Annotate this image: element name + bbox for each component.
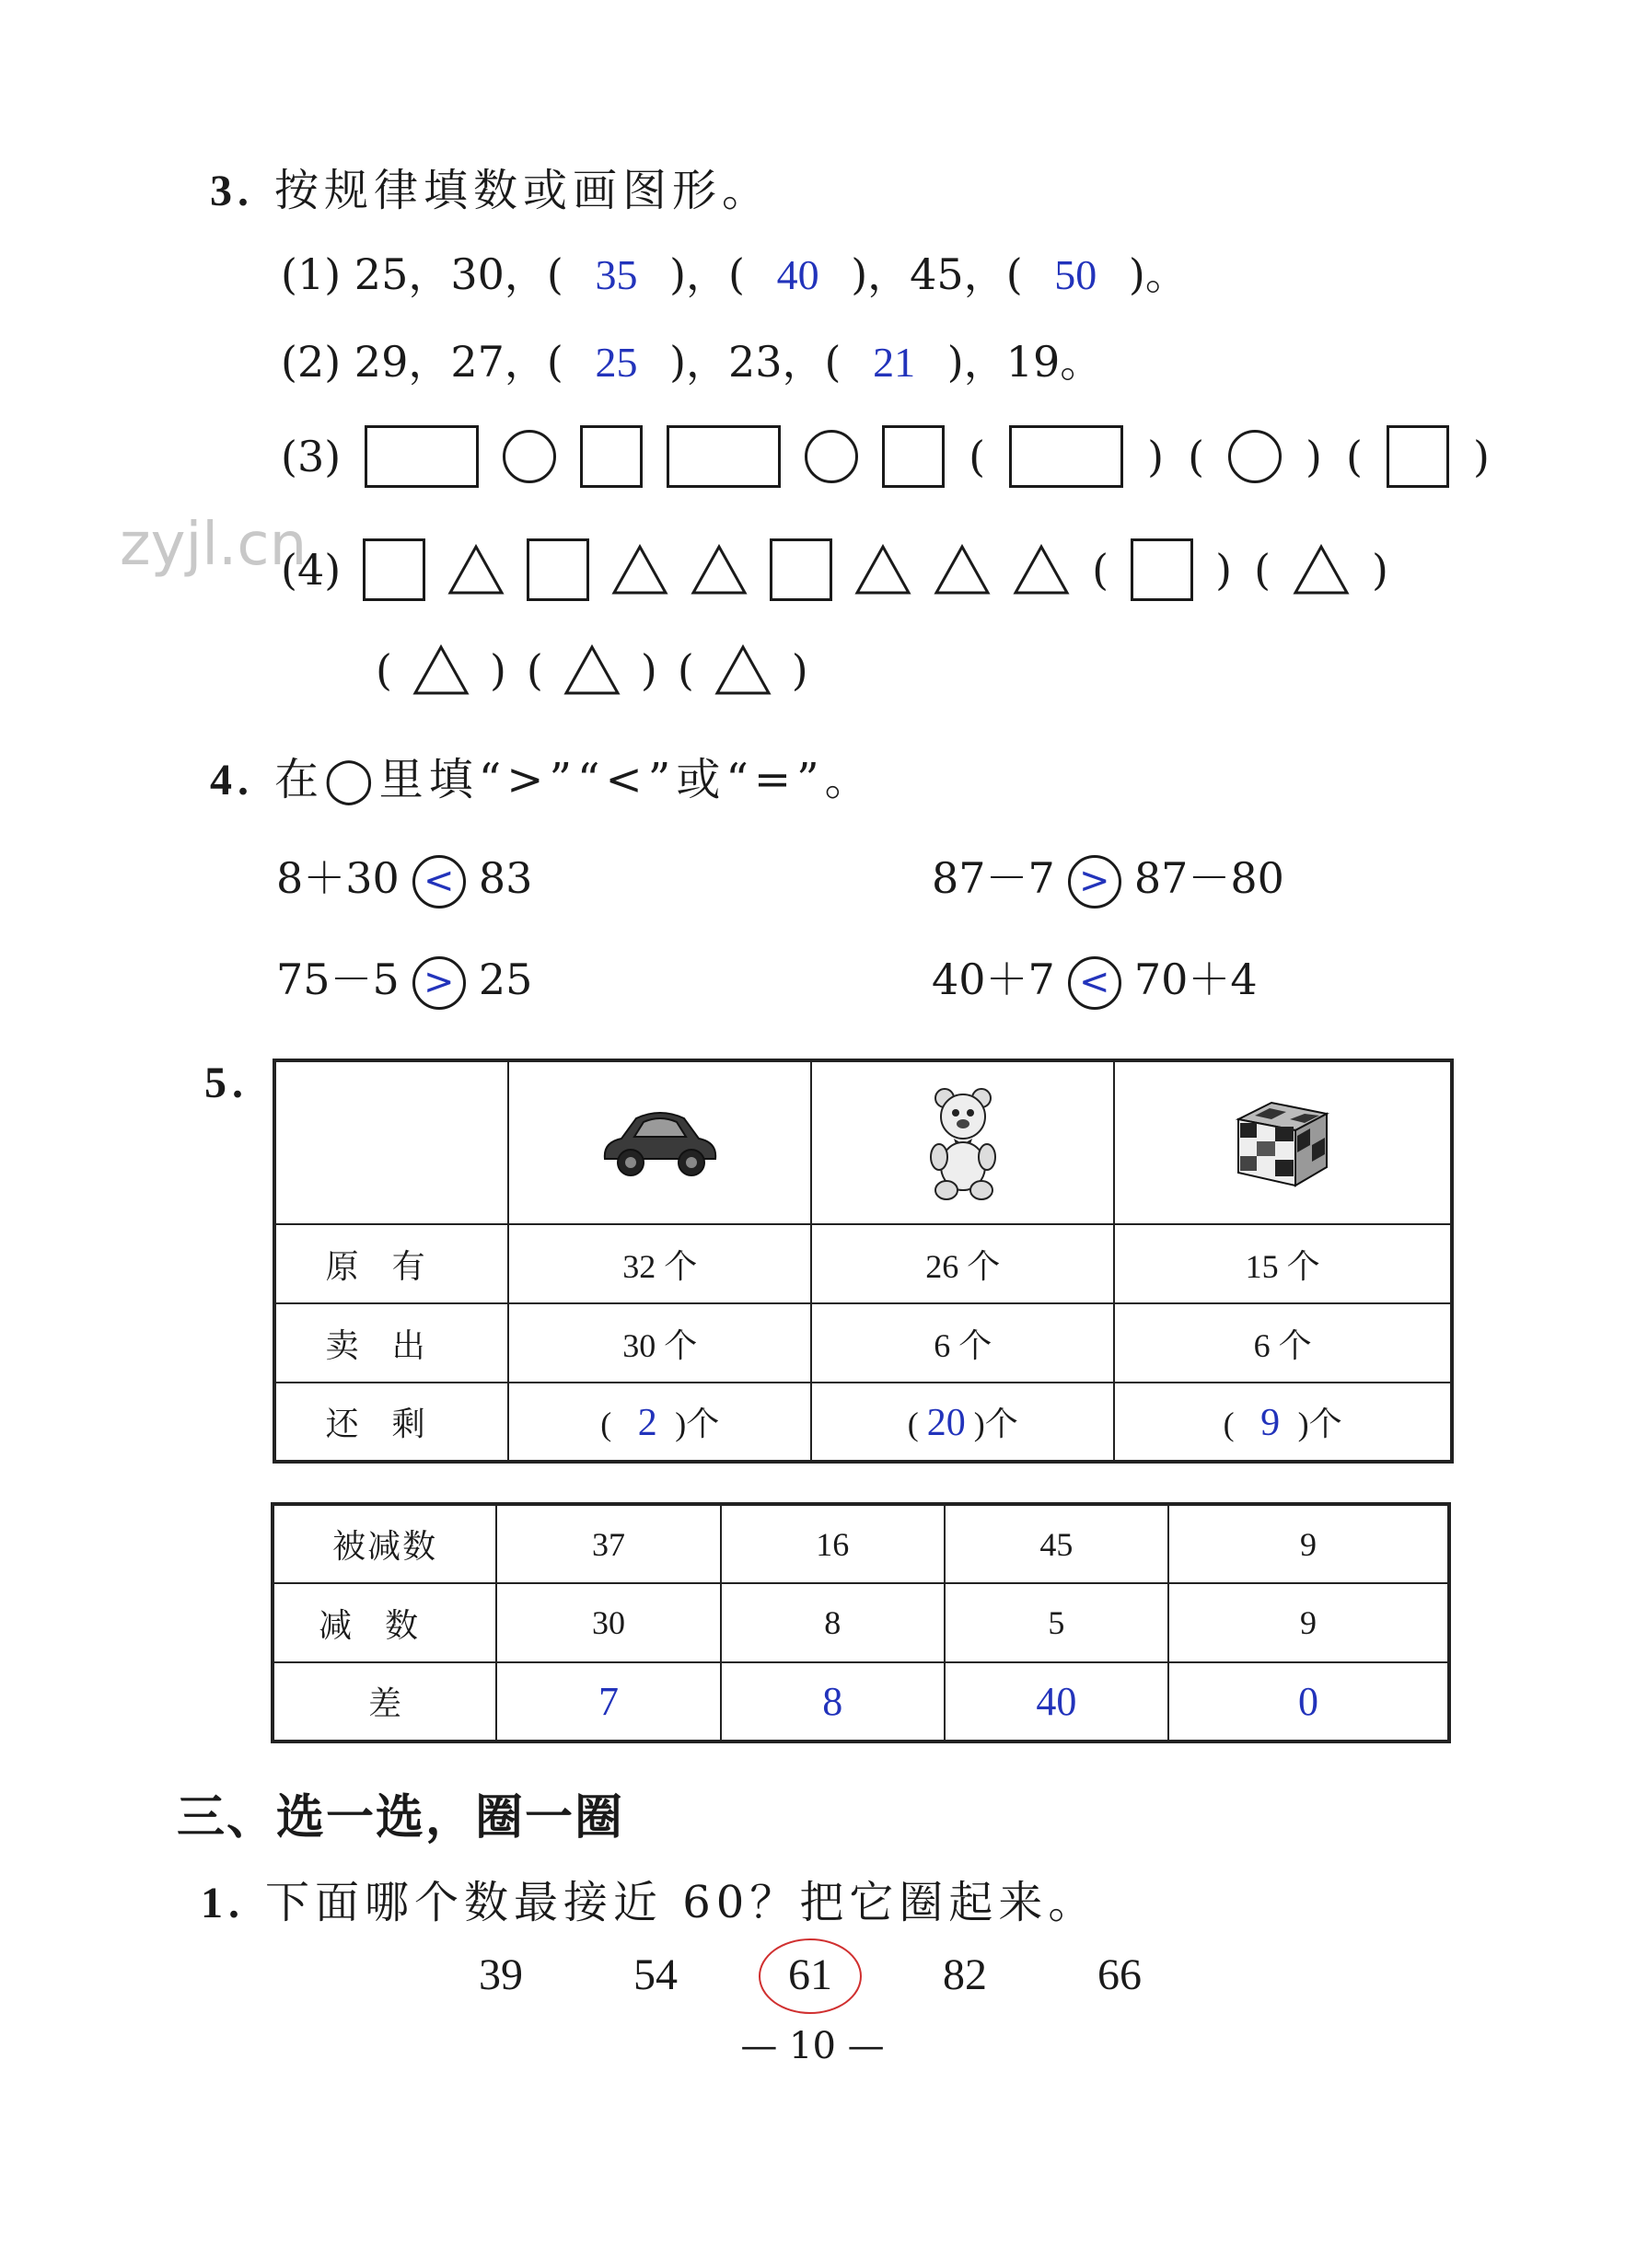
q3-p1-answer2[interactable]: 40 [776,251,819,298]
remain-cell[interactable] [508,1383,811,1462]
table-cell: 37 [496,1504,720,1583]
triangle-shape [854,544,911,596]
square-shape [363,538,425,601]
s3-q1-number: 1. [201,1879,245,1927]
unit-label: 个 [984,1406,1018,1442]
square-shape [580,425,643,488]
q4-text: 在◯里填“>”“<”或“=”。 [274,754,875,805]
q4-expr-left: 8＋30 [276,853,400,903]
difference-answer[interactable]: 0 [1168,1662,1449,1742]
table-cell: 15 个 [1114,1224,1452,1303]
paren-open: ( [1223,1406,1235,1442]
row-label-sold: 卖出 [274,1303,508,1383]
choice-text: 61 [788,1950,832,1999]
paren-open: ( [1188,432,1205,481]
q3-part3 [281,425,1490,488]
paren-open: ( [1254,545,1271,595]
row-label-minuend: 被减数 [273,1504,496,1583]
square-shape [770,538,832,601]
paren-open: ( [600,1406,612,1442]
compare-circle[interactable]: > [1068,855,1121,908]
difference-answer[interactable]: 8 [721,1662,945,1742]
s3-q1-title [201,1867,1097,1930]
bear-cell [811,1060,1114,1224]
q3-p2-pre: 29，27，( [354,337,563,387]
unit-label: 个 [686,1406,720,1442]
remain-answer[interactable]: 20 [926,1402,966,1444]
paren-close: ) [489,645,506,695]
rectangle-shape [365,425,479,488]
q4-number: 4. [210,756,254,804]
q3-part4 [281,538,1388,601]
q3-number: 3. [210,167,254,215]
q3-p1-answer3[interactable]: 50 [1054,251,1097,298]
choice-option[interactable]: 39 [479,1950,523,1999]
q4-expr-right: 87－80 [1133,853,1284,903]
q5-table-toys [273,1059,1454,1464]
q3-title [210,155,772,218]
answer-circle-shape[interactable] [1228,430,1282,483]
table-cell: 5 [945,1583,1168,1662]
q3-text: 按规律填数或画图形。 [274,165,772,216]
square-shape [882,425,945,488]
q4-title [210,744,875,807]
q4-expr-right: 70＋4 [1133,955,1258,1004]
table-cell: 45 [945,1504,1168,1583]
answer-triangle-shape[interactable] [563,644,621,696]
table-row [273,1662,1449,1742]
q3-p1-label: (1) [281,249,342,299]
row-label-subtrahend: 减数 [273,1583,496,1662]
paren-open: ( [907,1406,919,1442]
compare-circle[interactable]: < [412,855,466,908]
q3-p1-mid2: )，45，( [851,249,1023,299]
paren-close: ) [640,645,657,695]
q5-number: 5. [204,1059,249,1107]
answer-triangle-shape[interactable] [714,644,772,696]
q4-expr-left: 75－5 [276,955,400,1004]
paren-close: ) [675,1406,687,1442]
table-cell: 8 [721,1583,945,1662]
paren-open: ( [969,432,986,481]
rubiks-cube-icon [1229,1095,1336,1191]
q3-p1-answer1[interactable]: 35 [595,251,638,298]
answer-rectangle-shape[interactable] [1009,425,1123,488]
paren-open: ( [376,645,392,695]
paren-close: ) [1472,432,1490,481]
paren-open: ( [677,645,694,695]
q3-part1 [281,241,1188,302]
cube-cell [1114,1060,1452,1224]
q3-p4-label: (4) [281,545,342,595]
rectangle-shape [667,425,781,488]
triangle-shape [611,544,668,596]
remain-answer[interactable]: 9 [1260,1402,1281,1444]
choice-option[interactable]: 82 [943,1950,987,1999]
teddy-bear-icon [917,1083,1009,1203]
remain-cell[interactable] [811,1383,1114,1462]
paren-close: ) [1147,432,1165,481]
q3-p3-label: (3) [281,432,342,481]
unit-label: 个 [1308,1406,1342,1442]
choice-option[interactable]: 54 [633,1950,678,1999]
q5-title [204,1057,269,1108]
q3-part4-continued [376,644,808,696]
q4-expr-right: 25 [478,955,533,1004]
paren-close: ) [973,1406,985,1442]
paren-open: ( [1345,432,1363,481]
triangle-shape [934,544,991,596]
answer-square-shape[interactable] [1131,538,1193,601]
q4-item-2 [932,845,1284,908]
compare-circle[interactable]: > [412,956,466,1010]
table-row [274,1303,1452,1383]
difference-answer[interactable]: 7 [496,1662,720,1742]
triangle-shape [1013,544,1070,596]
q5-table-subtraction [271,1502,1451,1743]
row-label-remaining: 还剩 [274,1383,508,1462]
table-row [274,1224,1452,1303]
page-number: — 10 — [740,2025,885,2067]
row-label-difference: 差 [273,1662,496,1742]
s3-q1-text: 下面哪个数最接近 60？把它圈起来。 [265,1877,1098,1928]
table-cell: 6 个 [811,1303,1114,1383]
table-row [274,1383,1452,1462]
answer-circle-mark [759,1938,862,2014]
table-row [273,1504,1449,1583]
q3-part2 [281,329,1102,389]
table-cell: 30 [496,1583,720,1662]
car-cell [508,1060,811,1224]
q4-item-1 [276,845,532,908]
q3-p2-label: (2) [281,337,342,387]
circle-shape [805,430,858,483]
q3-p2-answer2[interactable]: 21 [873,339,916,386]
q4-expr-right: 83 [478,853,533,903]
table-row [273,1583,1449,1662]
answer-square-shape[interactable] [1387,425,1449,488]
triangle-shape [447,544,505,596]
row-label-original: 原有 [274,1224,508,1303]
paren-close: ) [1372,545,1388,595]
q3-p1-pre: 25，30，( [354,249,563,299]
table-cell: 16 [721,1504,945,1583]
q3-p2-answer1[interactable]: 25 [595,339,638,386]
square-shape [527,538,589,601]
table-cell: 9 [1168,1583,1449,1662]
paren-close: ) [1306,432,1322,481]
table-cell: 9 [1168,1504,1449,1583]
paren-open: ( [526,645,543,695]
toy-car-icon [596,1102,725,1185]
table-cell: 6 个 [1114,1303,1452,1383]
q3-p2-mid1: )，23，( [669,337,842,387]
table-cell: 32 个 [508,1224,811,1303]
choice-option[interactable]: 66 [1097,1950,1142,1999]
q4-expr-left: 40＋7 [932,955,1055,1004]
compare-circle[interactable]: < [1068,956,1121,1010]
choice-option-circled[interactable] [733,1950,888,2000]
section-3-title: 三、选一选，圈一圈 [177,1790,625,1846]
circle-shape [503,430,556,483]
paren-open: ( [1092,545,1109,595]
table-header-row [274,1060,1452,1224]
q3-p1-mid1: )，( [669,249,745,299]
paren-close: ) [1215,545,1233,595]
table-corner-cell [274,1060,508,1224]
table-cell: 26 个 [811,1224,1114,1303]
q4-item-3 [276,946,532,1010]
q4-expr-left: 87－7 [932,853,1055,903]
paren-close: ) [791,645,808,695]
remain-answer[interactable]: 2 [637,1402,657,1444]
q3-p2-post: )，19。 [946,337,1103,387]
q3-p1-post: )。 [1128,249,1188,299]
remain-cell[interactable] [1114,1383,1452,1462]
answer-triangle-shape[interactable] [412,644,470,696]
choices-row [424,1950,1197,2000]
table-cell: 30 个 [508,1303,811,1383]
answer-triangle-shape[interactable] [1293,544,1350,596]
q4-item-4 [932,946,1258,1010]
watermark: zyjl.cn [120,511,308,579]
triangle-shape [691,544,748,596]
paren-close: ) [1297,1406,1309,1442]
difference-answer[interactable]: 40 [945,1662,1168,1742]
